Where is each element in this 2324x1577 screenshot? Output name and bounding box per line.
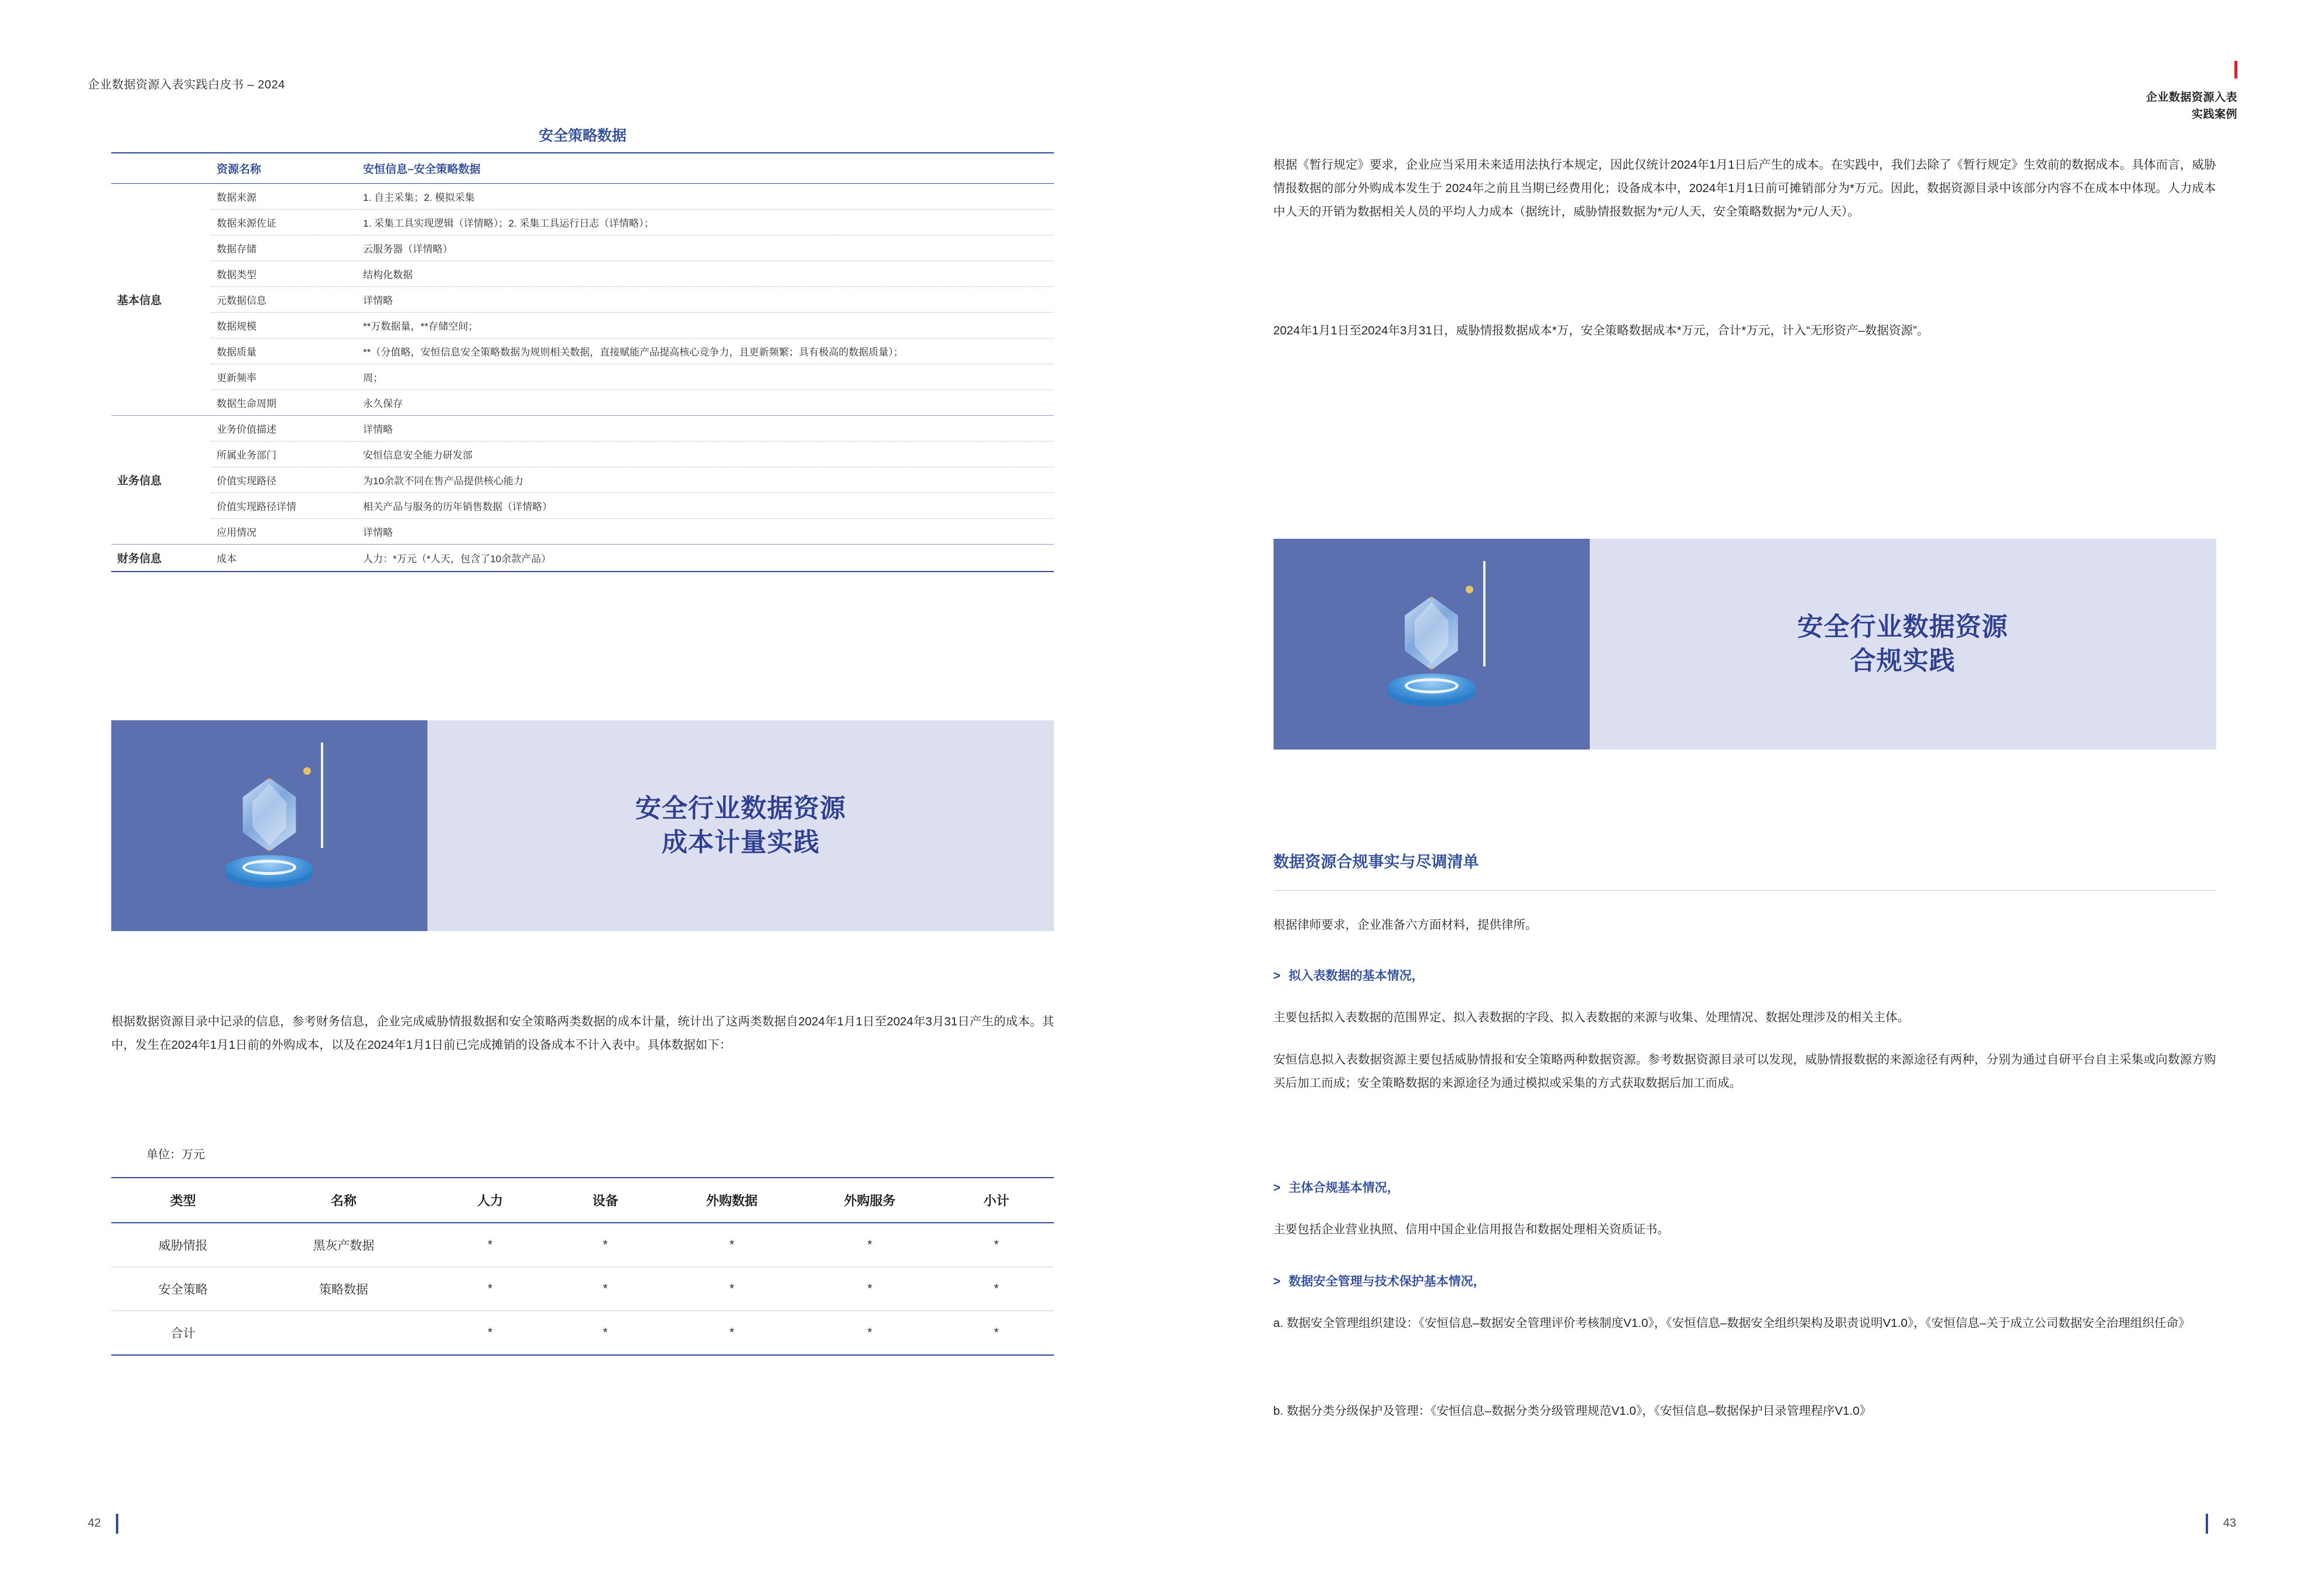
section-heading: 数据资源合规事实与尽调清单 bbox=[1273, 853, 1479, 871]
bullet-item-3 bbox=[1274, 1272, 1486, 1289]
banner-line2: 合规实践 bbox=[1850, 646, 1956, 675]
table-row bbox=[111, 364, 1054, 390]
cell: * bbox=[663, 1267, 801, 1311]
spec-value: 详情略 bbox=[357, 287, 1054, 313]
right-body-p5: 主要包括企业营业执照、信用中国企业信用报告和数据处理相关资质证书。 bbox=[1273, 1223, 1669, 1236]
gem-icon bbox=[225, 778, 313, 882]
banner-text bbox=[1590, 539, 2216, 750]
spec-value: 详情略 bbox=[357, 416, 1054, 442]
banner-line1: 安全行业数据资源 bbox=[635, 793, 846, 823]
cell: * bbox=[433, 1311, 548, 1356]
folio-rule-left bbox=[116, 1514, 118, 1534]
table-row bbox=[111, 390, 1054, 416]
spec-table-title: 安全策略数据 bbox=[538, 128, 627, 144]
right-page bbox=[1162, 0, 2324, 1577]
table-row bbox=[111, 261, 1054, 287]
spec-value: 相关产品与服务的历年销售数据（详情略） bbox=[357, 493, 1054, 519]
folio-rule-right bbox=[2206, 1514, 2208, 1534]
spec-key: 数据生命周期 bbox=[211, 390, 357, 416]
right-body-p7: a. 数据安全管理组织建设：《安恒信息–数据安全管理评价考核制度V1.0》，《安恒信息–数据安全组织架构及职责说明V1.0》，《安恒信息–关于成立公司数据安全治理组织任命》 bbox=[1273, 1316, 2190, 1330]
cell: * bbox=[433, 1267, 548, 1311]
right-paragraph-2: 2024年1月1日至2024年3月31日，威胁情报数据成本*万，安全策略数据成本*万元，合计*万元，计入“无形资产–数据资源”。 bbox=[1273, 324, 1929, 337]
table-row bbox=[111, 184, 1054, 210]
cost-unit-label: 单位：万元 bbox=[146, 1148, 205, 1161]
right-body-p2: 主要包括拟入表数据的范围界定、拟入表数据的字段、拟入表数据的来源与收集、处理情况、数据处理涉及的相关主体。 bbox=[1273, 1011, 1909, 1024]
chevron-right-icon: > bbox=[1273, 1181, 1281, 1195]
cell: * bbox=[547, 1223, 663, 1267]
spec-value: 人力：*万元（*人天，包含了10余款产品） bbox=[357, 545, 1054, 572]
chevron-right-icon: > bbox=[1273, 969, 1281, 983]
spec-value: 永久保存 bbox=[357, 390, 1054, 416]
spec-value: 1. 自主采集；2. 模拟采集 bbox=[357, 184, 1054, 210]
cell: 安全策略 bbox=[111, 1267, 255, 1311]
cost-col-5: 外购服务 bbox=[801, 1178, 939, 1223]
section-rule bbox=[1274, 890, 2216, 891]
banner-line2: 成本计量实践 bbox=[662, 828, 820, 857]
banner-illustration bbox=[1274, 539, 1590, 750]
cost-col-3: 设备 bbox=[547, 1178, 663, 1223]
right-running-head-line2: 实践案例 bbox=[2191, 108, 2237, 121]
right-body-p3: 安恒信息拟入表数据资源主要包括威胁情报和安全策略两种数据资源。参考数据资源目录可以发现，威胁情报数据的来源途径有两种，分别为通过自研平台自主采集或向数源方购买后加工而成；安全策略数据的来源途径为通过模拟或采集的方式获取数据后加工而成。 bbox=[1273, 1053, 2216, 1090]
cell: 威胁情报 bbox=[111, 1223, 255, 1267]
table-row bbox=[111, 467, 1054, 493]
table-row bbox=[111, 442, 1054, 467]
spec-value: 安恒信息安全能力研发部 bbox=[357, 442, 1054, 467]
spec-key: 更新频率 bbox=[211, 364, 357, 390]
cell: * bbox=[801, 1311, 939, 1356]
spec-value-quality: **（分值略，安恒信息安全策略数据为规则相关数据，直接赋能产品提高核心竞争力，且更新频繁；具有极高的数据质量）； bbox=[357, 338, 1054, 364]
cell: * bbox=[801, 1267, 939, 1311]
chevron-right-icon: > bbox=[1273, 1275, 1281, 1288]
table-row bbox=[111, 210, 1054, 235]
table-row bbox=[111, 287, 1054, 313]
table-row bbox=[111, 1311, 1054, 1356]
cost-col-0: 类型 bbox=[111, 1178, 255, 1223]
table-row bbox=[111, 313, 1054, 338]
cell: * bbox=[663, 1311, 801, 1356]
cell: * bbox=[801, 1223, 939, 1267]
banner-title bbox=[635, 792, 846, 860]
spec-key: 所属业务部门 bbox=[211, 442, 357, 467]
right-running-head-line1: 企业数据资源入表 bbox=[2145, 91, 2237, 104]
spec-key: 数据来源佐证 bbox=[211, 210, 357, 235]
cost-col-6: 小计 bbox=[939, 1178, 1054, 1223]
cost-table-block bbox=[111, 1177, 1054, 1356]
left-running-head: 企业数据资源入表实践白皮书 – 2024 bbox=[88, 78, 285, 91]
cell: * bbox=[547, 1267, 663, 1311]
right-body-p8: b. 数据分类分级保护及管理：《安恒信息–数据分类分级管理规范V1.0》，《安恒信息–数据保护目录管理程序V1.0》 bbox=[1273, 1404, 1872, 1418]
spec-key: 价值实现路径 bbox=[211, 467, 357, 493]
bullet-item-2 bbox=[1274, 1178, 1399, 1196]
spec-key: 价值实现路径详情 bbox=[211, 493, 357, 519]
banner-text bbox=[427, 720, 1054, 931]
banner-illustration bbox=[111, 720, 427, 931]
banner-title bbox=[1798, 610, 2008, 678]
spec-head-key: 资源名称 bbox=[211, 153, 357, 184]
spec-head-blank bbox=[111, 153, 211, 184]
cell: * bbox=[433, 1223, 548, 1267]
table-row bbox=[111, 1178, 1054, 1223]
cell: * bbox=[939, 1223, 1054, 1267]
spec-value: 云服务器（详情略） bbox=[357, 235, 1054, 261]
bullet-label: 主体合规基本情况， bbox=[1288, 1181, 1399, 1195]
left-section-banner bbox=[111, 720, 1054, 931]
cell: * bbox=[939, 1311, 1054, 1356]
spec-value: **万数据量，**存储空间； bbox=[357, 313, 1054, 338]
cell: 策略数据 bbox=[255, 1267, 432, 1311]
left-paragraph-1: 根据数据资源目录中记录的信息，参考财务信息，企业完成威胁情报数据和安全策略两类数据的成本计量，统计出了这两类数据自2024年1月1日至2024年3月31日产生的成本。其中，发生在2024年1月1日前的外购成本，以及在2024年1月1日前已完成摊销的设备成本不计入表中。具体数据如下： bbox=[111, 1015, 1054, 1052]
cell: * bbox=[547, 1311, 663, 1356]
cost-table bbox=[111, 1177, 1054, 1356]
bullet-item-1 bbox=[1274, 966, 1424, 984]
spec-value: 为10余款不同在售产品提供核心能力 bbox=[357, 467, 1054, 493]
cost-col-4: 外购数据 bbox=[663, 1178, 801, 1223]
gem-icon bbox=[1388, 596, 1476, 700]
header-red-rule bbox=[2234, 61, 2237, 78]
spec-value: 结构化数据 bbox=[357, 261, 1054, 287]
right-body-p0: 根据律师要求，企业准备六方面材料，提供律所。 bbox=[1273, 918, 1538, 932]
spec-key: 应用情况 bbox=[211, 519, 357, 545]
cost-col-1: 名称 bbox=[255, 1178, 432, 1223]
right-section-banner bbox=[1274, 539, 2216, 750]
table-row bbox=[111, 416, 1054, 442]
spec-key: 数据质量 bbox=[211, 338, 357, 364]
table-row bbox=[111, 153, 1054, 184]
spec-table-block bbox=[111, 124, 1054, 572]
spec-key: 数据存储 bbox=[211, 235, 357, 261]
bullet-label: 数据安全管理与技术保护基本情况， bbox=[1288, 1275, 1486, 1288]
cell: 黑灰产数据 bbox=[255, 1223, 432, 1267]
cell bbox=[255, 1311, 432, 1356]
spec-head-value: 安恒信息–安全策略数据 bbox=[357, 153, 1054, 184]
table-row bbox=[111, 1223, 1054, 1267]
right-running-head bbox=[2146, 89, 2237, 124]
spec-value: 1. 采集工具实现逻辑（详情略）；2. 采集工具运行日志（详情略）； bbox=[357, 210, 1054, 235]
table-row bbox=[111, 545, 1054, 572]
group-label-basic: 基本信息 bbox=[111, 184, 211, 416]
banner-line1: 安全行业数据资源 bbox=[1797, 612, 2008, 641]
spec-table bbox=[111, 152, 1054, 572]
bullet-label: 拟入表数据的基本情况， bbox=[1288, 969, 1424, 983]
spec-key: 元数据信息 bbox=[211, 287, 357, 313]
spec-key: 数据来源 bbox=[211, 184, 357, 210]
spec-value: 周； bbox=[357, 364, 1054, 390]
cell: * bbox=[663, 1223, 801, 1267]
table-row bbox=[111, 1267, 1054, 1311]
group-label-business: 业务信息 bbox=[111, 416, 211, 545]
table-row bbox=[111, 235, 1054, 261]
spec-key: 成本 bbox=[211, 545, 357, 572]
table-row bbox=[111, 338, 1054, 364]
spec-key: 业务价值描述 bbox=[211, 416, 357, 442]
spec-key: 数据类型 bbox=[211, 261, 357, 287]
cost-col-2: 人力 bbox=[433, 1178, 548, 1223]
table-row bbox=[111, 493, 1054, 519]
spec-key: 数据规模 bbox=[211, 313, 357, 338]
spec-value: 详情略 bbox=[357, 519, 1054, 545]
cell: * bbox=[939, 1267, 1054, 1311]
left-page-number: 42 bbox=[88, 1517, 101, 1530]
cell: 合计 bbox=[111, 1311, 255, 1356]
group-label-finance: 财务信息 bbox=[111, 545, 211, 572]
right-page-number: 43 bbox=[2223, 1517, 2236, 1530]
right-paragraph-1: 根据《暂行规定》要求，企业应当采用未来适用法执行本规定，因此仅统计2024年1月1日后产生的成本。在实践中，我们去除了《暂行规定》生效前的数据成本。具体而言，威胁情报数据的部分外购成本发生于 2024年之前且当期已经费用化；设备成本中，2024年1月1日前可摊销部分为*万元。因此，数据资源目录中该部分内容不在成本中体现。人力成本中人天的开销为数据相关人员的平均人力成本（据统计，威胁情报数据为*元/人天，安全策略数据为*元/人天）。 bbox=[1273, 158, 2216, 218]
table-row bbox=[111, 519, 1054, 545]
